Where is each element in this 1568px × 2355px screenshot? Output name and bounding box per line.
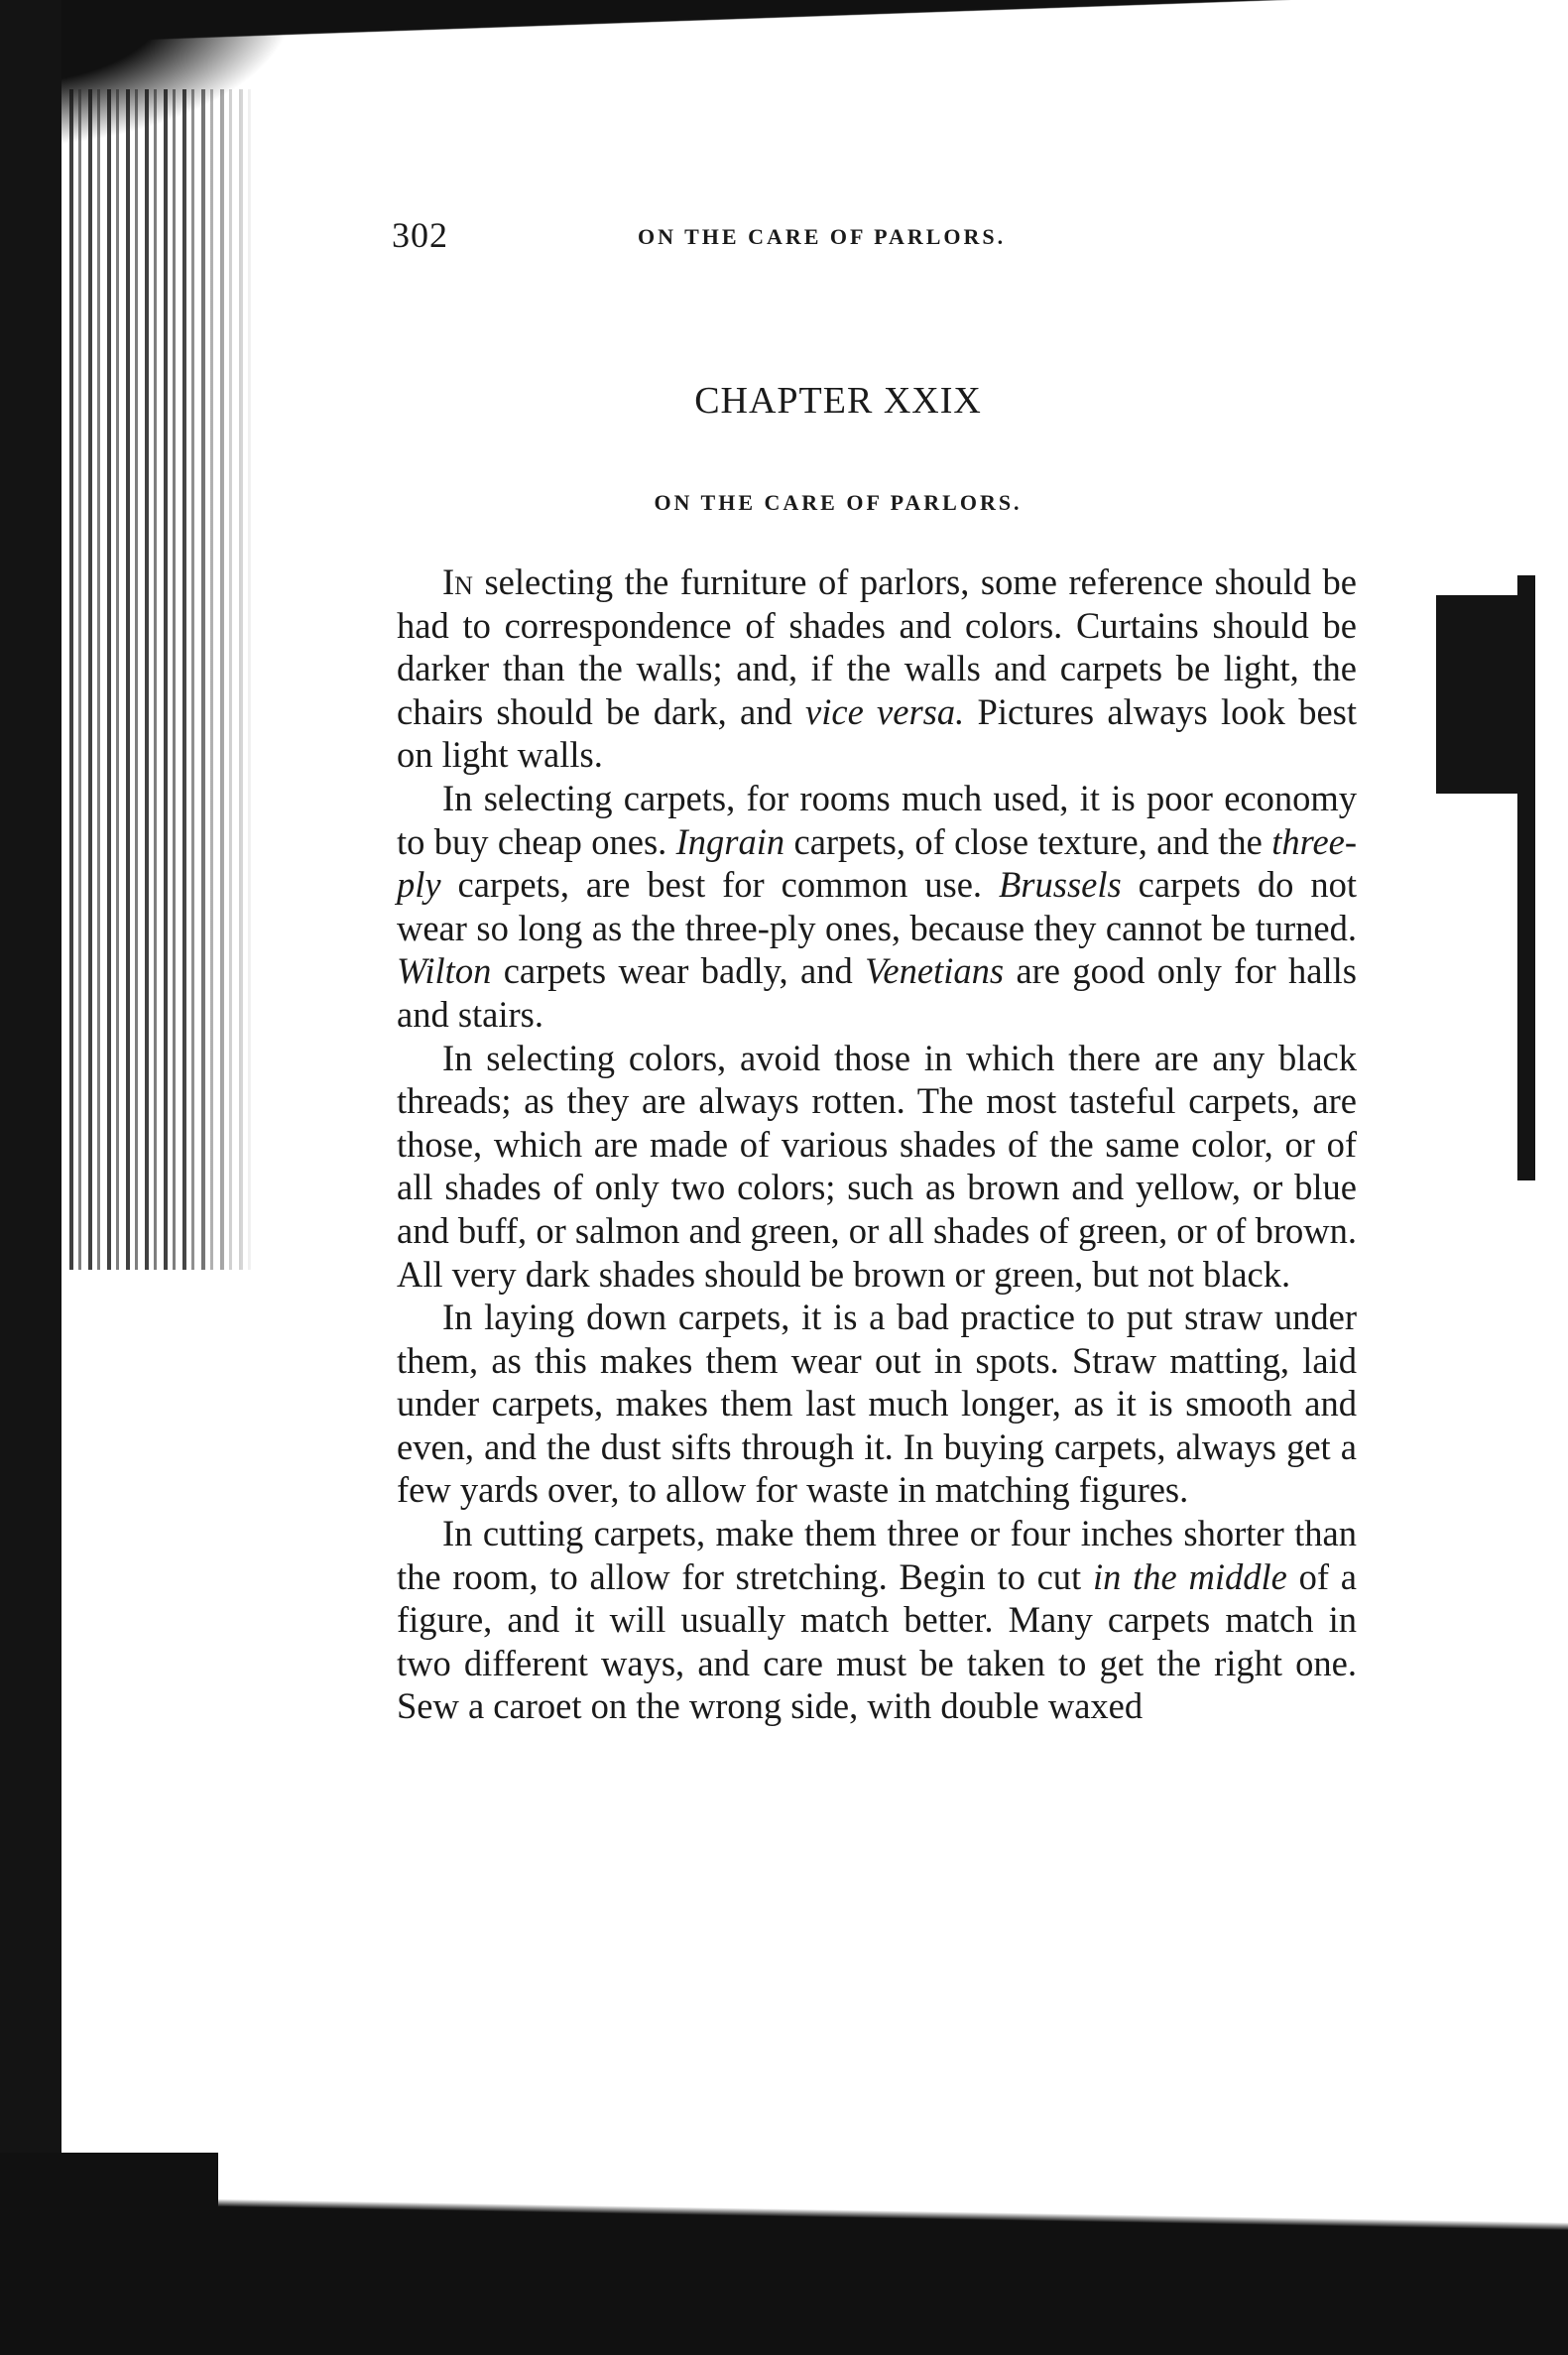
text-run: selecting the furniture of parlors, some reference should be had to correspondence of shades and colors. Curtains should be darker than the walls; and, if the walls and carpets be light, the chairs should be dark, and bbox=[397, 561, 1357, 732]
italic-text: Brussels bbox=[999, 864, 1122, 906]
running-head bbox=[392, 214, 1265, 274]
paragraph bbox=[397, 560, 1357, 777]
paragraph bbox=[397, 1296, 1357, 1512]
scan-shadow-right-bar bbox=[1517, 575, 1535, 1180]
page-number: 302 bbox=[392, 215, 448, 255]
italic-text: vice versa. bbox=[805, 690, 965, 732]
italic-text: three-ply bbox=[397, 820, 1357, 906]
italic-text: Wilton bbox=[397, 950, 492, 992]
scan-shadow-bottom-left bbox=[0, 2153, 218, 2355]
chapter-subtitle: ON THE CARE OF PARLORS. bbox=[654, 490, 1023, 515]
text-run: In selecting colors, avoid those in which there are any black threads; as they are always rotten. The most tasteful carpets, are those, which are made of various shades of the same color, or of all shades of only two colors; such as brown and yellow, or blue and buff, or salmon and green, or all shades of green, or of brown. All very dark shades should be brown or green, but not black. bbox=[397, 1037, 1357, 1295]
chapter-heading: CHAPTER XXIX bbox=[694, 380, 982, 422]
scan-shadow-right-tab bbox=[1436, 595, 1530, 794]
italic-text: Ingrain bbox=[675, 820, 785, 862]
paragraph bbox=[397, 1037, 1357, 1297]
text-run: are good only for halls and stairs. bbox=[397, 950, 1357, 1035]
drop-smallcaps-text: In bbox=[442, 561, 473, 602]
text-run: Pictures always look best on light walls. bbox=[397, 690, 1357, 776]
paragraph bbox=[397, 1512, 1357, 1728]
book-binding-shadow bbox=[69, 89, 258, 1270]
text-run: carpets wear badly, and bbox=[491, 950, 866, 992]
text-run: of a figure, and it will usually match better. Many carpets match in two different ways, and care must be taken to get the right one. Sew a caroet on the wrong side, with double waxed bbox=[397, 1555, 1358, 1727]
paragraph bbox=[397, 777, 1357, 1037]
text-run: carpets, of close texture, and the bbox=[784, 820, 1272, 862]
text-run: In laying down carpets, it is a bad practice to put straw under them, as this makes them wear out in spots. Straw matting, laid under carpets, makes them last much longer, as it is smooth and even, and the dust sifts through it. In buying carpets, always get a few yards over, to allow for waste in matching figures. bbox=[397, 1297, 1357, 1511]
scan-shadow-left bbox=[0, 0, 61, 2355]
body-text bbox=[397, 560, 1357, 1728]
text-run: In selecting carpets, for rooms much used, it is poor economy to buy cheap ones. bbox=[397, 777, 1357, 862]
text-run: carpets do not wear so long as the three-ply ones, because they cannot be turned. bbox=[397, 864, 1357, 948]
italic-text: in the middle bbox=[1092, 1555, 1287, 1597]
text-run: In cutting carpets, make them three or four inches shorter than the room, to allow for stretching. Begin to cut bbox=[397, 1513, 1357, 1597]
running-title: ON THE CARE OF PARLORS. bbox=[638, 224, 1007, 249]
text-run: carpets, are best for common use. bbox=[440, 864, 999, 906]
italic-text: Venetians bbox=[865, 950, 1005, 992]
scan-shadow-bottom bbox=[0, 2187, 1568, 2355]
